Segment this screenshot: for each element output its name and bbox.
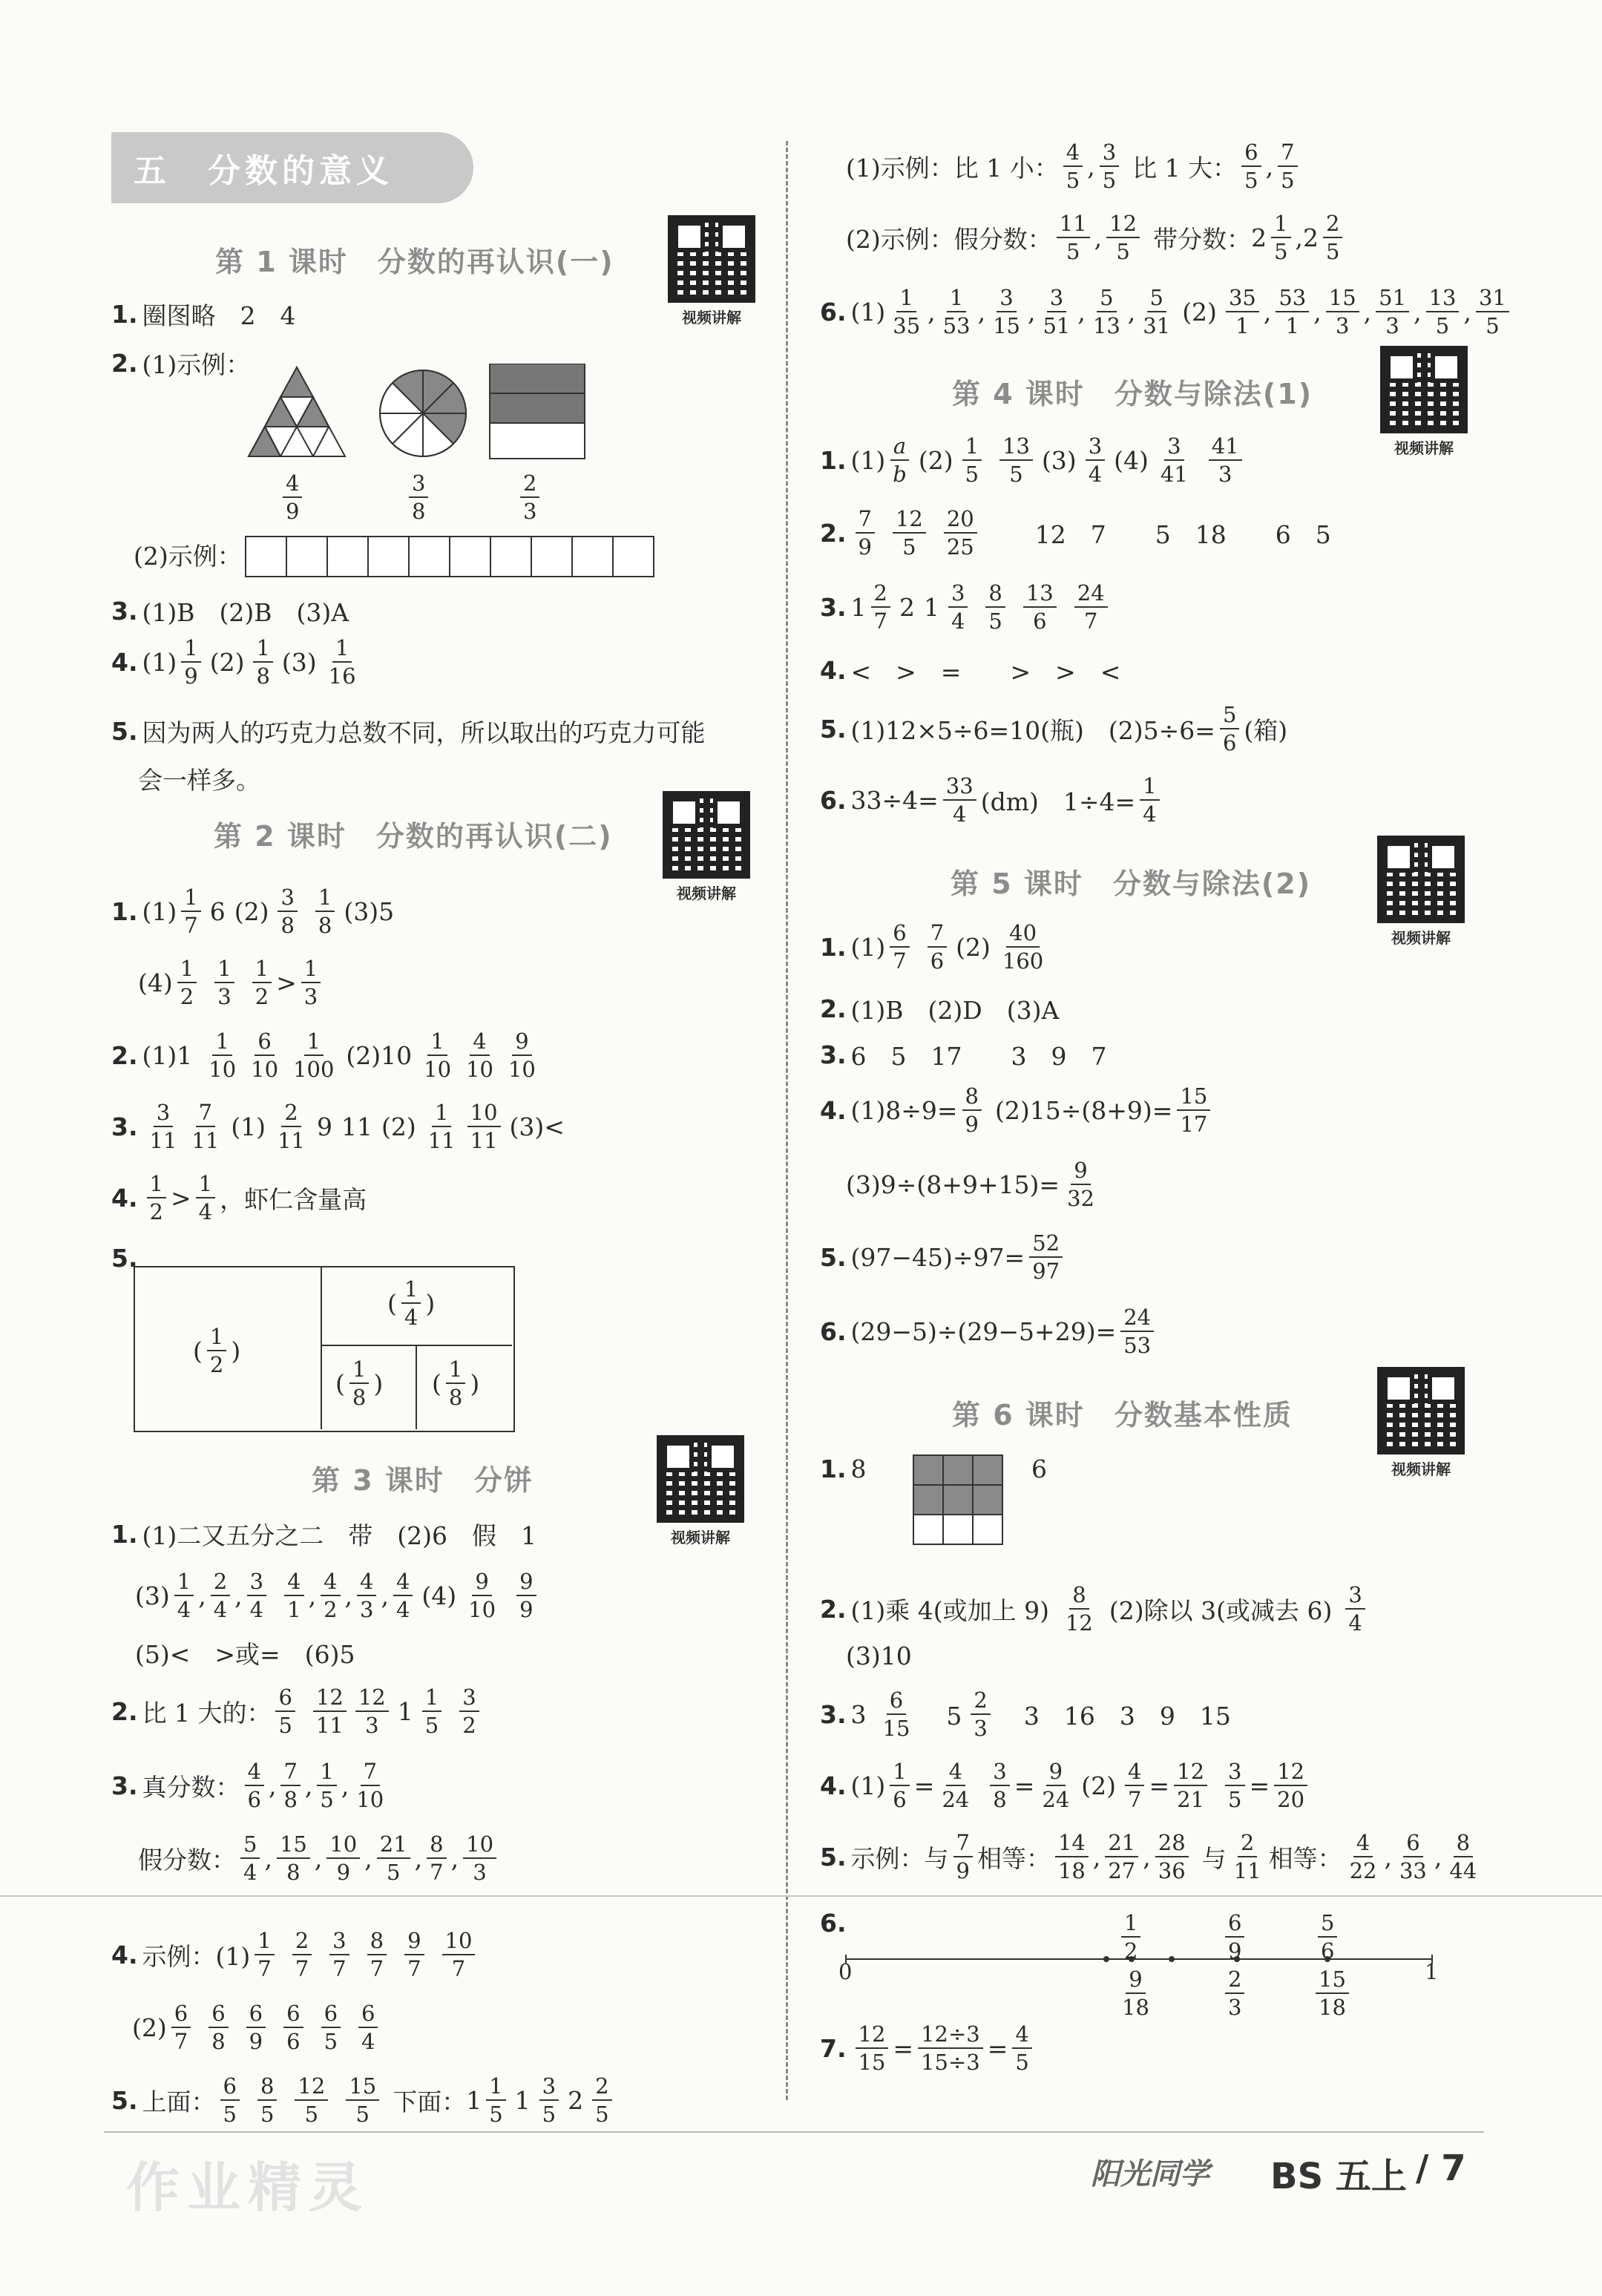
lesson-3-title: 第 3 课时 分饼 [312,1464,534,1497]
footer-rule [104,2131,1484,2133]
brand-logo: 阳光同学 [1091,2157,1209,2191]
l1-q5-cont: 会一样多。 [138,766,260,795]
lesson-4-title: 第 4 课时 分数与除法(1) [952,378,1313,410]
diagram-vline [321,1266,322,1429]
l5-q5: 5. (97−45)÷97= $\frac{52}{97}$ [820,1232,1067,1283]
column-divider [786,141,788,2100]
diagram-vline2 [416,1345,417,1429]
fraction-figures [245,364,594,468]
diagram-eighth-2: ( 1 8 ) [432,1357,480,1411]
qr-code-lesson-4[interactable]: 视频讲解 [1380,346,1468,458]
l6-q2-3: (3)10 [846,1641,912,1670]
l3-q3-b: 假分数： 5 4 , 15 8 , 10 9 , 21 5 , 8 7 , 10 3 [138,1833,501,1884]
l4-q1: 1. (1) a b (2) 1 5 13 5 (3) 3 4 (4) 3 41 41 3 [820,435,1247,486]
l6-q2: 2. (1)乘 4(或加上 9) 8 12 (2)除以 3(或减去 6) 3 4 [820,1584,1370,1635]
l2-q3: 3. 3 11 7 11 (1) 2 11 9 11 (2) 1 11 10 11 (3)< [111,1100,565,1154]
rectangle-figure [490,364,585,459]
qr-code-lesson-3[interactable]: 视频讲解 [657,1435,744,1547]
l3-q1-5: (5)< >或= (6)5 [135,1640,355,1669]
numline-start: 0 [838,1959,853,1984]
l5-q4-3: (3)9÷(8+9+15)= $\frac{9}{32}$ [846,1158,1094,1212]
l3-q4: 4. 示例：(1) 1 7 2 7 3 7 8 7 9 7 10 7 [111,1929,479,1981]
qr-icon [663,791,750,879]
l2-q2: 2. (1)1 1 10 6 10 1 100 (2)10 1 10 4 10 9 10 [111,1029,536,1083]
lesson-5-title: 第 5 课时 分数与除法(2) [951,867,1312,900]
l5-q1: 1. (1) 6 7 7 6 (2) 40 160 [820,920,1044,974]
numline-below-2: 2 3 [1221,1968,1249,2019]
l6-q4: 4. (1) 1 6 = 4 24 3 8 = 9 24 (2) 4 7 = 12 21 3 5 = 12 20 [820,1760,1312,1811]
l2-q1-4: (4) 1 2 1 3 1 2 > 1 3 [138,957,325,1008]
l4-q2: 2. 7 9 12 5 20 25 12 7 5 18 6 5 [820,506,1331,560]
qr-icon [1377,1367,1465,1454]
r-top-2: (2)示例：假分数： 11 5 , 12 5 带分数： 2 1 5 ,2 2 5 [846,212,1347,263]
diagram-half: ( 1 2 ) [193,1324,241,1378]
qr-code-lesson-6[interactable]: 视频讲解 [1377,1367,1465,1479]
fold-line [0,1895,1602,1897]
r-q6: 6. (1) 1 35 , 1 53 , 3 15 , 3 51 , 5 13 , 5 31 (2) 35 1 , 53 1 , 15 3 , 51 3 , 13 5 , 31 5 [820,286,1514,338]
l3-q1: 1. (1)二又五分之二 带 (2)6 假 1 [111,1520,536,1550]
fig-frac-2: 3 8 [404,472,433,523]
diagram-quarter: ( 1 4 ) [387,1276,436,1331]
l2-q5: 5. [111,1244,138,1273]
l6-q3: 3. 3 6 15 5 2 3 3 16 3 9 15 [820,1687,1231,1742]
l5-q4: 4. (1)8÷9= $\frac{8}{9}$ (2)15÷(8+9)= $\frac{15}{17}$ [820,1085,1215,1136]
fig-frac-1: 4 9 [278,472,306,523]
l3-q2: 2. 比 1 大的： 6 5 12 11 12 3 1 1 5 3 2 [111,1686,484,1737]
l4-q3: 3. 1 2 7 2 1 3 4 8 5 13 6 24 7 [820,582,1112,633]
l6-q6: 6. [820,1909,847,1938]
l3-q4-2: (2) 6 7 6 8 6 9 6 6 6 5 6 4 [132,2002,382,2053]
shaded-grid-3x3 [913,1454,1005,1546]
page-number: / 7 [1416,2148,1466,2189]
l3-q1-3: (3) 1 4 , 2 4 , 3 4 4 1 , 4 2 , 4 3 , 4 4 (4) 9 10 9 9 [135,1570,541,1621]
l2-q4: 4. 1 2 > 1 4 ，虾仁含量高 [111,1171,367,1225]
qr-code-lesson-1[interactable]: 视频讲解 [668,215,755,327]
fig-frac-3: 2 3 [516,472,544,523]
numline-above-1: 1 2 [1117,1912,1145,1963]
numline-above-3: 5 6 [1313,1912,1342,1963]
strip-ten-cells [245,536,654,577]
l1-q2: 2. (1)示例： [111,349,251,379]
l6-q5: 5. 示例：与 7 9 相等： 14 18 , 21 27 , 28 36 与 2 11 相等： 4 22 , 6 33 , 8 44 [820,1830,1477,1884]
l4-q4: 4. < > = > > < [820,656,1121,686]
qr-icon [1380,346,1468,433]
numline-end: 1 [1425,1959,1439,1984]
qr-code-lesson-2[interactable]: 视频讲解 [663,791,750,903]
triangle-figure [249,367,345,456]
lesson-2-title: 第 2 课时 分数的再认识(二) [214,820,613,853]
l3-q3: 3. 真分数： 4 6 , 7 8 , 1 5 , 7 10 [111,1759,384,1813]
l1-q3: 3. (1)B (2)B (3)A [111,597,349,627]
l3-q5: 5. 上面： 6 5 8 5 12 5 15 5 下面： 1 1 5 1 3 5 2 2 5 [111,2075,617,2126]
l6-q1-b: 6 [1031,1454,1047,1483]
l5-q2: 2. (1)B (2)D (3)A [820,994,1060,1025]
l5-q6: 6. (29−5)÷(29−5+29)= $\frac{24}{53}$ [820,1306,1158,1357]
l4-q5: 5. (1)12×5÷6=10(瓶) (2)5÷6= $\frac{5}{6}$ (箱) [820,702,1288,756]
l5-q3: 3. 6 5 17 3 9 7 [820,1040,1107,1071]
qr-icon [657,1435,744,1523]
l1-q2b: (2)示例： [134,542,242,571]
edition-label: BS 五上 [1270,2156,1407,2197]
l6-q7: 7. 12 15 = 12÷3 15÷3 = 4 5 [820,2023,1037,2074]
l4-q6: 6. 33÷4= $\frac{33}{4}$ (dm) 1÷4= $\frac{1}{4}$ [820,775,1164,826]
l1-q4: 4. (1) 1 9 (2) 1 8 (3) 1 16 [111,635,356,689]
diagram-eighth-1: ( 1 8 ) [335,1357,384,1411]
r-top-1: (1)示例：比 1 小： 4 5 , 3 5 比 1 大： 6 5 , 7 5 [846,141,1302,192]
numline-below-3: 15 18 [1311,1968,1353,2019]
lesson-1-title: 第 1 课时 分数的再认识(一) [215,246,614,278]
unit-title: 五 分数的意义 [111,132,473,203]
qr-icon [1377,836,1465,923]
numline-above-2: 6 9 [1221,1912,1249,1963]
lesson-6-title: 第 6 课时 分数基本性质 [952,1399,1293,1431]
qr-icon [668,215,755,303]
l1-q5: 5. 因为两人的巧克力总数不同，所以取出的巧克力可能 [111,717,706,747]
watermark: 作业精灵 [126,2156,370,2219]
l1-q1: 1. 圈图略 2 4 [111,300,296,330]
numline-below-1: 9 18 [1122,1967,1149,2021]
circle-figure [380,370,466,456]
l2-q1: 1. (1) 1 7 6 (2) 3 8 1 8 (3)5 [111,885,395,939]
l6-q1: 1. 8 [820,1454,867,1483]
qr-code-lesson-5[interactable]: 视频讲解 [1377,836,1465,948]
